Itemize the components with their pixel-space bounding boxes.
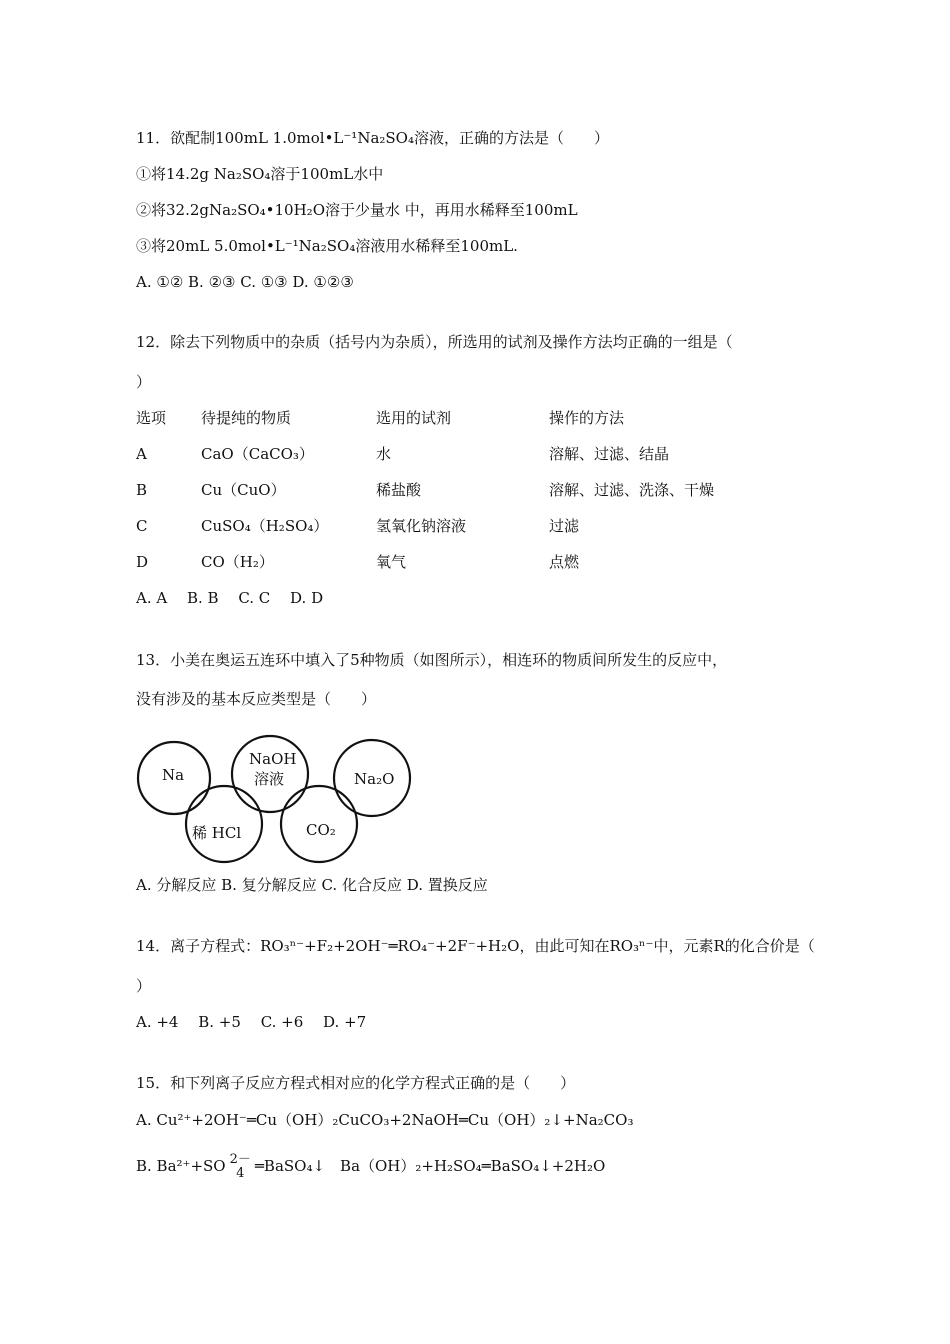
table-cell: B xyxy=(136,481,148,499)
table-cell: Cu（CuO） xyxy=(201,481,286,499)
table-cell: CuSO₄（H₂SO₄） xyxy=(201,517,329,535)
q14-stem-line2: ） xyxy=(136,977,152,995)
q12-stem-line1: 12．除去下列物质中的杂质（括号内为杂质），所选用的试剂及操作方法均正确的一组是（ xyxy=(136,333,733,351)
q15-option-b xyxy=(136,1150,605,1182)
q11-stem: 11．欲配制100mL 1.0mol•L⁻¹Na₂SO₄溶液，正确的方法是（ ） xyxy=(136,129,609,147)
ring-label-na: Na xyxy=(162,766,185,784)
ring-label-na2o: Na₂O xyxy=(354,770,395,788)
table-row xyxy=(136,516,836,536)
table-header-cell: 操作的方法 xyxy=(549,409,625,427)
q11-statement-2: ②将32.2gNa₂SO₄•10H₂O溶于少量水 中，再用水稀释至100mL xyxy=(136,201,578,219)
table-cell: 水 xyxy=(376,445,392,463)
table-cell: C xyxy=(136,517,148,535)
sulfate-charge-fraction xyxy=(230,1153,251,1181)
table-cell: 稀盐酸 xyxy=(376,481,422,499)
q11-statement-3: ③将20mL 5.0mol•L⁻¹Na₂SO₄溶液用水稀释至100mL. xyxy=(136,237,518,255)
fraction-top: 2－ xyxy=(229,1152,251,1167)
q15-option-b-suffix: ═BaSO₄↓ Ba（OH）₂+H₂SO₄═BaSO₄↓+2H₂O xyxy=(254,1157,606,1175)
q15-stem: 15．和下列离子反应方程式相对应的化学方程式正确的是（ ） xyxy=(136,1074,576,1092)
fraction-bottom: 4 xyxy=(236,1166,245,1181)
table-header-cell: 选用的试剂 xyxy=(376,409,452,427)
table-cell: 点燃 xyxy=(549,553,580,571)
q12-table-header xyxy=(136,408,836,428)
ring-label-hcl: 稀 HCl xyxy=(192,824,242,842)
olympic-rings-diagram xyxy=(136,734,416,864)
q11-statement-1: ①将14.2g Na₂SO₄溶于100mL水中 xyxy=(136,165,384,183)
q12-answer-choices: A. A B. B C. C D. D xyxy=(136,589,324,607)
ring-label-solution: 溶液 xyxy=(254,770,285,788)
table-cell: 氧气 xyxy=(376,553,407,571)
table-header-cell: 选项 xyxy=(136,409,167,427)
table-cell: 溶解、过滤、洗涤、干燥 xyxy=(549,481,715,499)
q11-answer-choices: A. ①② B. ②③ C. ①③ D. ①②③ xyxy=(136,273,354,291)
table-row xyxy=(136,480,836,500)
q14-answer-choices: A. +4 B. +5 C. +6 D. +7 xyxy=(136,1013,367,1031)
table-cell: D xyxy=(136,553,149,571)
table-cell: 氢氧化钠溶液 xyxy=(376,517,467,535)
q12-stem-line2: ） xyxy=(136,373,152,391)
table-row xyxy=(136,444,836,464)
table-cell: CO（H₂） xyxy=(201,553,274,571)
ring-label-naoh: NaOH xyxy=(249,750,297,768)
q13-stem-line1: 13．小美在奥运五连环中填入了5种物质（如图所示），相连环的物质间所发生的反应中， xyxy=(136,651,728,669)
table-header-cell: 待提纯的物质 xyxy=(201,409,292,427)
q15-option-a: A. Cu²⁺+2OH⁻═Cu（OH）₂CuCO₃+2NaOH═Cu（OH）₂↓+Na₂CO₃ xyxy=(136,1111,634,1129)
table-cell: CaO（CaCO₃） xyxy=(201,445,314,463)
table-cell: 过滤 xyxy=(549,517,580,535)
q15-option-b-prefix: B. Ba²⁺+SO xyxy=(136,1157,226,1175)
table-cell: 溶解、过滤、结晶 xyxy=(549,445,670,463)
q14-stem-line1: 14．离子方程式：RO₃ⁿ⁻+F₂+2OH⁻═RO₄⁻+2F⁻+H₂O，由此可知在RO₃ⁿ⁻中，元素R的化合价是（ xyxy=(136,937,815,955)
q13-stem-line2: 没有涉及的基本反应类型是（ ） xyxy=(136,690,377,708)
q13-answer-choices: A. 分解反应 B. 复分解反应 C. 化合反应 D. 置换反应 xyxy=(136,876,488,894)
table-cell: A xyxy=(136,445,147,463)
ring-label-co2: CO₂ xyxy=(306,821,336,839)
table-row xyxy=(136,552,836,572)
